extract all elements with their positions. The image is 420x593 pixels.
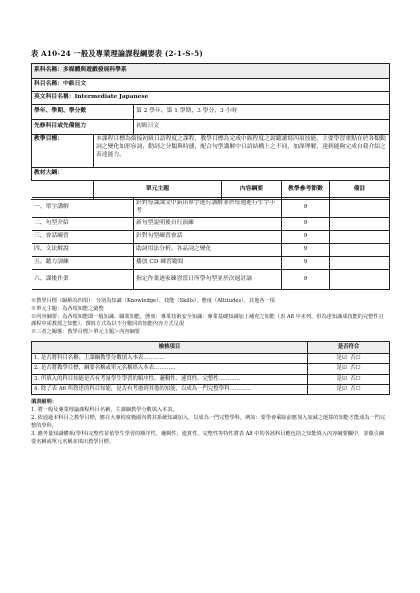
- check-no[interactable]: 否☐: [350, 355, 361, 361]
- outline-hours: 9: [282, 198, 330, 218]
- notes-section: [31, 298, 387, 337]
- course-name-row: [32, 79, 390, 92]
- outline-content: 針對每課課文中新出單字進行講解並於每週進行生字小考: [134, 198, 282, 218]
- outline-table: [31, 197, 390, 290]
- outline-header-hours: 教學參考節數: [282, 181, 330, 200]
- outline-row: [32, 231, 390, 244]
- outline-unit: 六、課後作業: [32, 270, 134, 290]
- outline-hours: 9: [282, 218, 330, 231]
- fill-note: 1. 將一般及專業理論課程科目名稱，主課綱教學分數填入本表。: [31, 407, 178, 414]
- outline-row: [32, 270, 390, 290]
- outline-note: [330, 244, 390, 257]
- group-row: [32, 64, 390, 79]
- check-yes[interactable]: 是☑: [336, 365, 347, 372]
- checklist-row: [32, 374, 390, 384]
- outline-row: [32, 244, 390, 257]
- prerequisite-row: [32, 120, 390, 135]
- outline-unit: 四、文法解說: [32, 244, 134, 257]
- document-title: 表 A10-24 一般及專業理論課程綱要表 (2-1-S-5): [31, 49, 203, 58]
- outline-unit: 三、會話練習: [32, 231, 134, 244]
- check-yes[interactable]: 是☑: [336, 375, 347, 382]
- goal-row: [32, 135, 390, 168]
- checklist-row: [32, 354, 390, 364]
- goal-label: 教學目標：: [32, 135, 94, 168]
- outline-header-unit: 單元主題: [94, 181, 222, 200]
- course-name-label: 科目名稱：: [34, 81, 63, 88]
- prerequisite-label: 先修科目或先備能力: [32, 120, 134, 135]
- fill-note: 2. 依通過本科目之教學目標，應在大專程度範圍內將其系統知識加入，以成為一門完整學科，例如：要學會乘除前應加入加減之運算的知能才能成為一門完整的學科。: [31, 415, 386, 430]
- note-line: ※教學目標（歸納為四項）：分別為知識（Knowledge）、技能（Skills）、態度（Attitudes）、其他各一項: [31, 298, 275, 304]
- checklist-item: 3. 所填入的科目知能是否有考量學生學習的順序性、邏輯性、連貫性、完整性…………: [32, 374, 308, 384]
- checklist-header-row: [32, 342, 390, 354]
- note-line: ※單元主題：為各項知能之彙整: [31, 305, 104, 312]
- outline-row: [32, 218, 390, 231]
- outline-note: [330, 198, 390, 218]
- note-line: ※三者之關係：教學目標＞單元主題＞內容綱要: [31, 329, 140, 336]
- checklist-header-item: 檢核項目: [32, 342, 308, 354]
- outline-hours: 9: [282, 231, 330, 244]
- outline-unit: 五、聽力訓練: [32, 257, 134, 270]
- outline-content: 針對句型練習會話: [134, 231, 282, 244]
- credits-label: 學年、學期、學分數: [32, 105, 134, 120]
- checklist-header-result: 是否符合: [308, 342, 390, 354]
- fill-instructions: [31, 398, 387, 446]
- check-yes[interactable]: 是☑: [336, 355, 347, 361]
- outline-note: [330, 218, 390, 231]
- course-english-row: [32, 92, 390, 105]
- course-name-value: 中級日文: [63, 81, 87, 88]
- outline-row: [32, 257, 390, 270]
- check-no[interactable]: 否☐: [350, 375, 361, 382]
- fill-note: 3. 應考量知識體系(學科)完整性並依學生學習的順序性，邏輯性，連貫性，完整性等特性將表 A8 中的各該科目應包括之知能填入內容綱要欄中，並做引綱要名稱或單元名稱並填出教學目標。: [31, 431, 384, 446]
- checklist-item: 1. 是否將科目名稱、主課綱教學分數填入本表…………: [32, 354, 308, 364]
- checklist-item: 4. 除了表 A6 所敘述的科目知能，是否有考慮到其他的知能，以成為一門完整學科…………: [32, 384, 308, 394]
- outline-content: 播放 CD 練習聽寫: [134, 257, 282, 270]
- outline-label: 教材大綱：: [32, 168, 390, 181]
- outline-hours: 9: [282, 257, 330, 270]
- check-no[interactable]: 否☐: [350, 385, 361, 392]
- course-english-label: 英文科目名稱：: [34, 94, 75, 101]
- prerequisite-value: 初級日文: [134, 120, 390, 135]
- outline-note: [330, 270, 390, 290]
- course-outline-table: [31, 63, 390, 200]
- outline-note: [330, 231, 390, 244]
- outline-hours: 9: [282, 270, 330, 290]
- goal-value: 本課程目標為銜接初級日語程度之課程，教學目標為完成中級程度之說聽讀寫四項技能，主要學習重點在於各類動詞之變化如形容詞、動詞之分類與時態，配合句型講解中日語結構上之不同，加深理解，達到能夠完成自我介紹之表達能力。: [94, 135, 390, 168]
- outline-label-row: [32, 168, 390, 181]
- outline-content: 助詞用法分析、各品詞之變化: [134, 244, 282, 257]
- outline-unit: 一、單字講解: [32, 198, 134, 218]
- checklist-item: 2. 是否將教學目標，綱要名稱或單元名稱填入本表…………: [32, 364, 308, 374]
- group-value: 多媒體與遊戲發展科學系: [63, 67, 127, 74]
- checklist-row: [32, 364, 390, 374]
- checklist-table: [31, 341, 390, 395]
- credits-value: 第 2 學年、第 1 學期、3 學分、3 小時: [134, 105, 390, 120]
- check-no[interactable]: 否☐: [350, 365, 361, 372]
- outline-content: 新句型說明後自行演練: [134, 218, 282, 231]
- checklist-row: [32, 384, 390, 394]
- fill-title: 填表說明：: [31, 399, 57, 405]
- check-yes[interactable]: 是☑: [336, 385, 347, 392]
- course-english-value: Intermediate Japanese: [74, 94, 149, 101]
- credits-row: [32, 105, 390, 120]
- outline-hours: 9: [282, 244, 330, 257]
- note-line: ※內容綱要：為各項知能即一般知識、職業知能，態度：專業技術安全知識：專業基礎知識加上補充之知能（表 A8 中未列，但為達知識成技能的完整性且課程中需教授之知能），撰寫方式為以不分數回的知能內容方式呈現: [31, 313, 384, 328]
- outline-row: [32, 198, 390, 218]
- outline-header-content: 內容綱要: [222, 181, 282, 200]
- group-label: 系科名稱：: [34, 67, 63, 74]
- outline-content: 指定作業逐家練習當日所學句型並於次週討論: [134, 270, 282, 290]
- outline-note: [330, 257, 390, 270]
- outline-unit: 二、句型介紹: [32, 218, 134, 231]
- outline-header-note: 備註: [330, 181, 390, 200]
